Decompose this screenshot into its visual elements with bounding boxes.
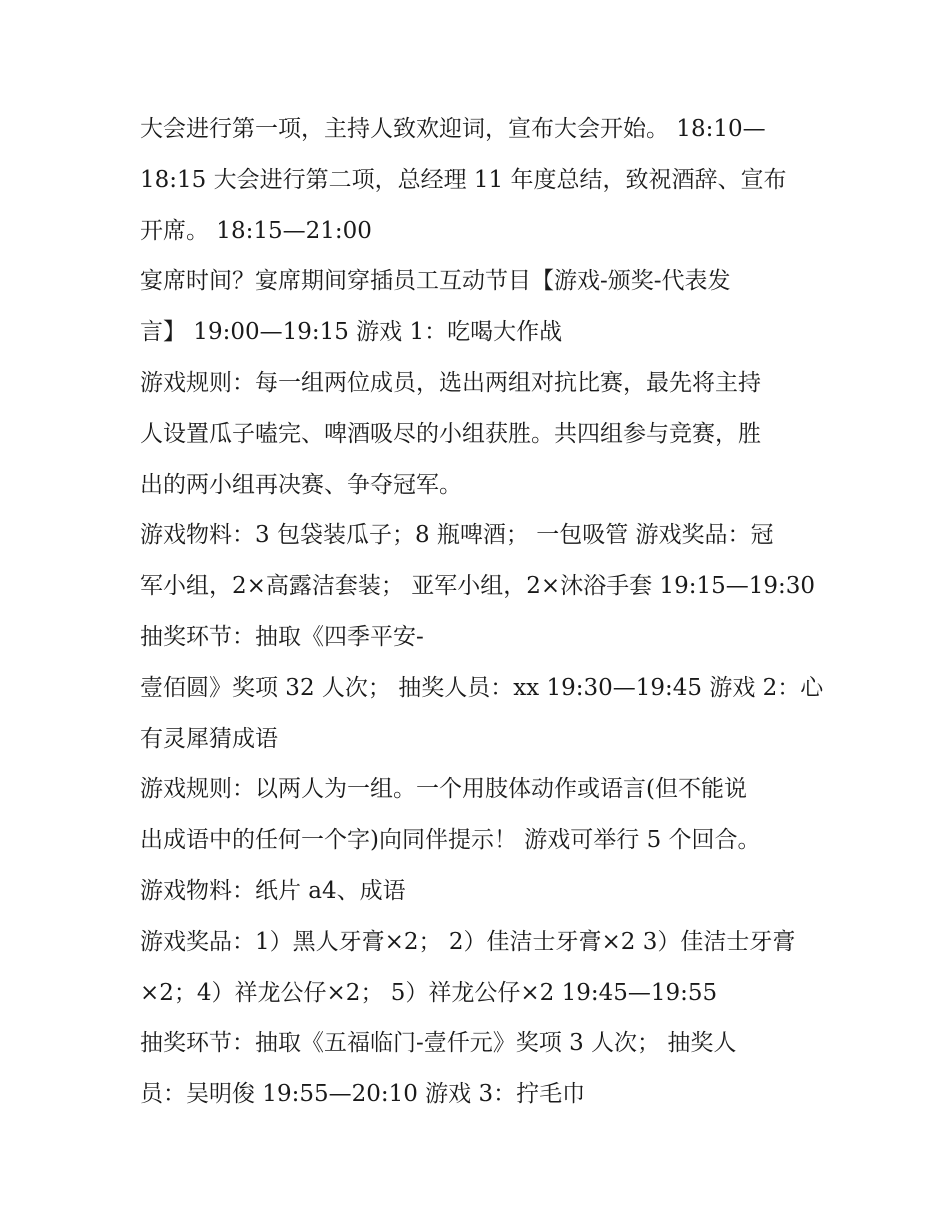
text-line: 言】 19:00—19:15 游戏 1：吃喝大作战 [140, 319, 563, 346]
text-line: 抽奖环节：抽取《五福临门-壹仟元》奖项 3 人次； 抽奖人 [140, 1030, 737, 1057]
text-line: 游戏规则：每一组两位成员，选出两组对抗比赛，最先将主持 [140, 369, 761, 396]
text-line: 出的两小组再决赛、争夺冠军。 [140, 471, 462, 498]
text-line: 游戏物料：纸片 a4、成语 [140, 877, 406, 904]
text-line: ×2；4）祥龙公仔×2； 5）祥龙公仔×2 19:45—19:55 [140, 979, 718, 1006]
body-text [140, 104, 824, 1120]
text-line: 军小组，2×高露洁套装； 亚军小组，2×沐浴手套 19:15—19:30 [140, 573, 815, 600]
text-line: 游戏规则：以两人为一组。一个用肢体动作或语言(但不能说 [140, 776, 747, 803]
text-line: 壹佰圆》奖项 32 人次； 抽奖人员：xx 19:30—19:45 游戏 2：心 [140, 674, 824, 701]
text-line: 开席。 18:15—21:00 [140, 217, 372, 244]
text-line: 人设置瓜子嗑完、啤酒吸尽的小组获胜。共四组参与竞赛，胜 [140, 420, 761, 447]
text-line: 游戏奖品：1）黑人牙膏×2； 2）佳洁士牙膏×2 3）佳洁士牙膏 [140, 928, 796, 955]
text-line: 抽奖环节：抽取《四季平安- [140, 623, 424, 650]
text-line: 大会进行第一项，主持人致欢迎词，宣布大会开始。 18:10— [140, 116, 766, 142]
text-line: 有灵犀猜成语 [140, 725, 278, 752]
text-line: 18:15 大会进行第二项，总经理 11 年度总结，致祝酒辞、宣布 [140, 166, 787, 193]
text-line: 宴席时间？宴席期间穿插员工互动节目【游戏-颁奖-代表发 [140, 268, 731, 295]
text-line: 员：吴明俊 19:55—20:10 游戏 3：拧毛巾 [140, 1081, 586, 1108]
text-line: 出成语中的任何一个字)向同伴提示！ 游戏可举行 5 个回合。 [140, 827, 761, 854]
text-line: 游戏物料：3 包袋装瓜子；8 瓶啤酒； 一包吸管 游戏奖品：冠 [140, 522, 774, 549]
